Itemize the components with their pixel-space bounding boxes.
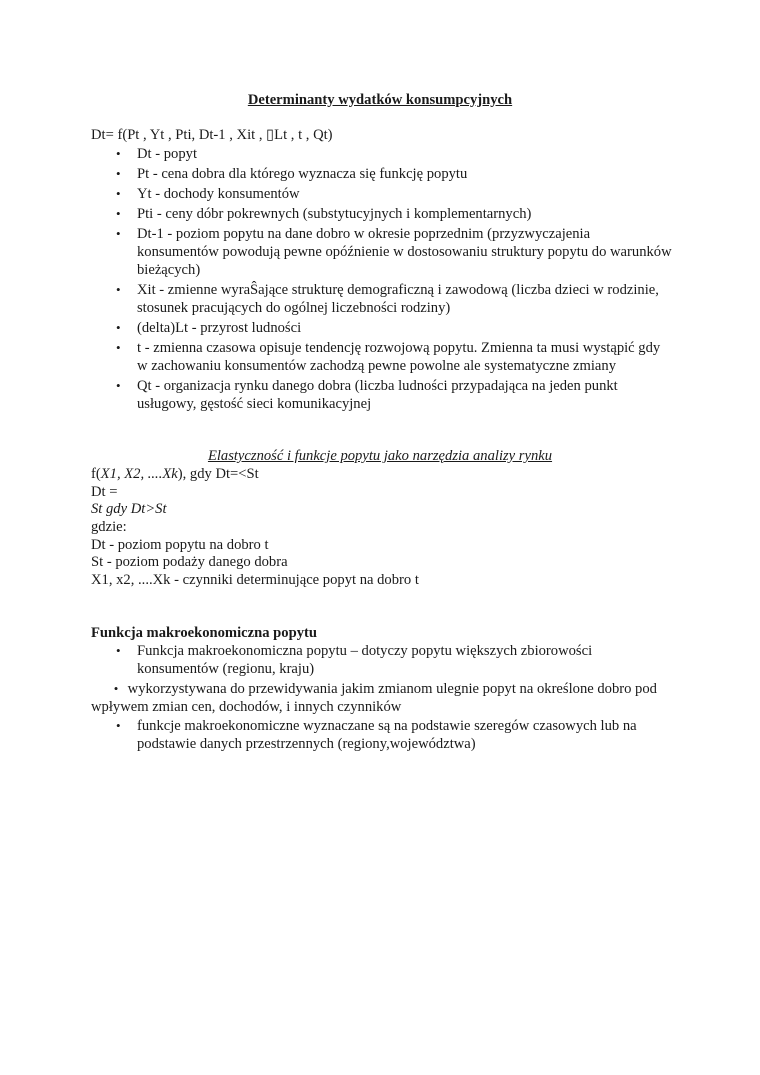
bullet-icon: • (116, 206, 121, 221)
list-item-text: Dt-1 - poziom popytu na dane dobro w okresie poprzednim (przyzwyczajenia konsumentów powodują pewne opóźnienie w dostosowaniu struktury popytu do warunków bieżących) (137, 226, 672, 278)
bullet-icon: • (113, 681, 119, 696)
bullet-icon: • (116, 146, 121, 161)
macro-list-a (0, 642, 760, 678)
bullet-icon: • (116, 226, 121, 241)
bullet-icon: • (116, 166, 121, 181)
demand-formula: Dt= f(Pt , Yt , Pti, Dt-1 , Xit , ▯Lt , t , Qt) (91, 127, 333, 143)
bullet-icon: • (116, 643, 121, 658)
list-item-text: Dt - popyt (137, 146, 197, 162)
list-item-text: (delta)Lt - przyrost ludności (137, 320, 302, 336)
list-item (0, 319, 760, 337)
list-item (0, 205, 760, 223)
list-item-text: t - zmienna czasowa opisuje tendencję rozwojową popytu. Zmienna ta musi wystąpić gdy w zachowaniu konsumentów zachodzą pewne powolne ale systematyczne zmiany (137, 340, 661, 374)
list-item-unindented (91, 680, 681, 716)
bullet-icon: • (116, 186, 121, 201)
list-item-text: Yt - dochody konsumentów (137, 186, 300, 202)
bullet-icon: • (116, 320, 121, 335)
list-item (0, 225, 760, 279)
bullet-icon: • (116, 378, 121, 393)
definition-x: X1, x2, ....Xk - czynniki determinujące popyt na dobro t (91, 572, 419, 588)
function-suffix: ), gdy Dt=<St (177, 466, 259, 482)
list-item-text: Pt - cena dobra dla którego wyznacza się funkcję popytu (137, 166, 468, 182)
list-item (0, 717, 760, 753)
definition-st: St - poziom podaży danego dobra (91, 554, 288, 570)
bullet-icon: • (116, 340, 121, 355)
function-prefix: f( (91, 466, 101, 482)
section-subtitle: Elastyczność i funkcje popytu jako narzędzia analizy rynku (207, 448, 553, 464)
section-heading: Funkcja makroekonomiczna popytu (91, 625, 317, 641)
function-variables: X1, X2, ....Xk (100, 466, 178, 482)
list-item (0, 642, 760, 678)
macro-list-b (0, 717, 760, 753)
function-line (91, 465, 259, 483)
list-item (0, 185, 760, 203)
bullet-icon: • (116, 718, 121, 733)
list-item-text: Pti - ceny dóbr pokrewnych (substytucyjnych i komplementarnych) (137, 206, 532, 222)
list-item-text: Xit - zmienne wyraŜające strukturę demograficzną i zawodową (liczba dzieci w rodzinie, stosunek pracujących do ogólnej liczebności rodziny) (137, 282, 659, 316)
list-item-text: wykorzystywana do przewidywania jakim zmianom ulegnie popyt na określone dobro pod wpływem zmian cen, dochodów, i innych czynników (91, 681, 657, 715)
dt-equation: Dt = (91, 484, 118, 500)
st-condition: St gdy Dt>St (91, 501, 167, 517)
list-item-text: Funkcja makroekonomiczna popytu – dotyczy popytu większych zbiorowości konsumentów (regionu, kraju) (137, 643, 593, 677)
page-title: Determinanty wydatków konsumpcyjnych (247, 92, 513, 108)
where-label: gdzie: (91, 519, 127, 535)
list-item (0, 339, 760, 375)
list-item-text: funkcje makroekonomiczne wyznaczane są na podstawie szeregów czasowych lub na podstawie danych przestrzennych (regiony,województwa) (137, 718, 637, 752)
list-item (0, 281, 760, 317)
list-item (0, 377, 760, 413)
list-item (0, 145, 760, 163)
list-item (0, 165, 760, 183)
bullet-icon: • (116, 282, 121, 297)
list-item-text: Qt - organizacja rynku danego dobra (liczba ludności przypadająca na jeden punkt usługowy, gęstość sieci komunikacyjnej (137, 378, 618, 412)
definition-dt: Dt - poziom popytu na dobro t (91, 537, 269, 553)
determinants-list (0, 145, 760, 413)
